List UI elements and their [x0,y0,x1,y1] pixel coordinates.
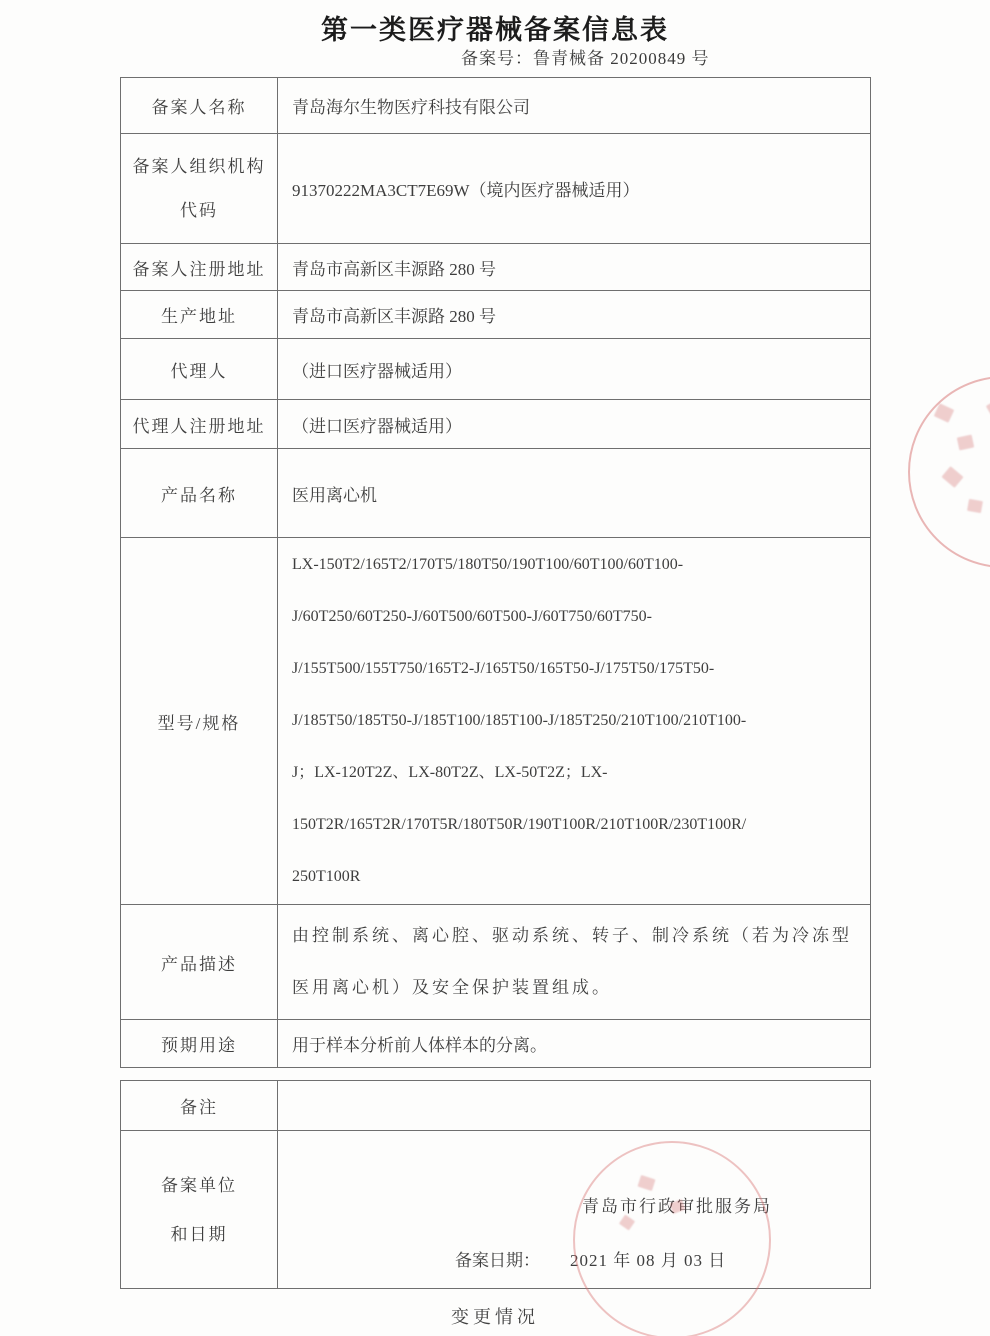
filer-name-value: 青岛海尔生物医疗科技有限公司 [278,78,871,134]
agent-address-label: 代理人注册地址 [121,400,278,449]
filer-address-value: 青岛市高新区丰源路 280 号 [278,244,871,291]
record-date-line [455,1248,726,1274]
org-code-value: 91370222MA3CT7E69W（境内医疗器械适用） [278,134,871,244]
record-unit-label-line2: 和日期 [170,1224,228,1244]
product-name-label: 产品名称 [121,449,278,538]
model-spec-label: 型号/规格 [121,538,278,905]
official-seal-stamp-partial [908,376,990,568]
product-description-line: 医用离心机）及安全保护装置组成。 [292,978,612,997]
change-section-heading: 变更情况 [451,1307,539,1327]
product-name-value: 医用离心机 [278,449,871,538]
org-code-label [121,134,278,244]
production-address-label: 生产地址 [121,291,278,339]
agent-label: 代理人 [121,339,278,400]
record-date-label: 备案日期： [455,1251,540,1270]
intended-use-value: 用于样本分析前人体样本的分离。 [278,1020,871,1068]
remark-value [278,1081,871,1131]
record-date-value: 2021 年 08 月 03 日 [570,1251,727,1270]
model-spec-line: J/185T50/185T50-J/185T100/185T100-J/185T250/210T100/210T100- [292,712,747,729]
registration-info-table [120,77,871,1068]
product-description-value [278,905,871,1020]
row-production-address [121,291,871,339]
model-spec-value [278,538,871,905]
page-title: 第一类医疗器械备案信息表 [321,15,669,45]
product-description-line: 由控制系统、离心腔、驱动系统、转子、制冷系统（若为冷冻型 [292,926,852,945]
record-unit-label-line1: 备案单位 [161,1175,237,1195]
record-unit-value-cell [278,1131,871,1289]
stamp-glyph-mark [941,466,963,488]
production-address-value: 青岛市高新区丰源路 280 号 [278,291,871,339]
record-unit-table [120,1080,871,1289]
record-unit-label [121,1131,278,1289]
model-spec-line: J/60T250/60T250-J/60T500/60T500-J/60T750/60T750- [292,608,652,625]
stamp-glyph-mark [967,499,983,513]
model-spec-line: J；LX-120T2Z、LX-80T2Z、LX-50T2Z；LX- [292,764,608,781]
remark-label: 备注 [121,1081,278,1131]
row-org-code [121,134,871,244]
stamp-glyph-mark [986,400,990,417]
row-filer-address [121,244,871,291]
authority-name: 青岛市行政审批服务局 [582,1197,772,1216]
intended-use-label: 预期用途 [121,1020,278,1068]
row-agent-address [121,400,871,449]
agent-address-value: （进口医疗器械适用） [278,400,871,449]
model-spec-line: 150T2R/165T2R/170T5R/180T50R/190T100R/210T100R/230T100R/ [292,816,747,833]
model-spec-line: J/155T500/155T750/165T2-J/165T50/165T50-J/175T50/175T50- [292,660,715,677]
row-product-description [121,905,871,1020]
stamp-glyph-mark [957,435,974,451]
model-spec-line: 250T100R [292,868,361,885]
model-spec-line: LX-150T2/165T2/170T5/180T50/190T100/60T100/60T100- [292,556,684,573]
stamp-glyph-mark [934,403,954,422]
row-remark [121,1081,871,1131]
agent-value: （进口医疗器械适用） [278,339,871,400]
org-code-label-line1: 备案人组织机构 [132,156,266,176]
row-product-name [121,449,871,538]
row-intended-use [121,1020,871,1068]
row-filer-name [121,78,871,134]
row-model-spec [121,538,871,905]
row-record-unit-date [121,1131,871,1289]
product-description-label: 产品描述 [121,905,278,1020]
record-number: 备案号：鲁青械备 20200849 号 [461,49,710,68]
filer-name-label: 备案人名称 [121,78,278,134]
filer-address-label: 备案人注册地址 [121,244,278,291]
row-agent [121,339,871,400]
org-code-label-line2: 代码 [180,200,218,220]
